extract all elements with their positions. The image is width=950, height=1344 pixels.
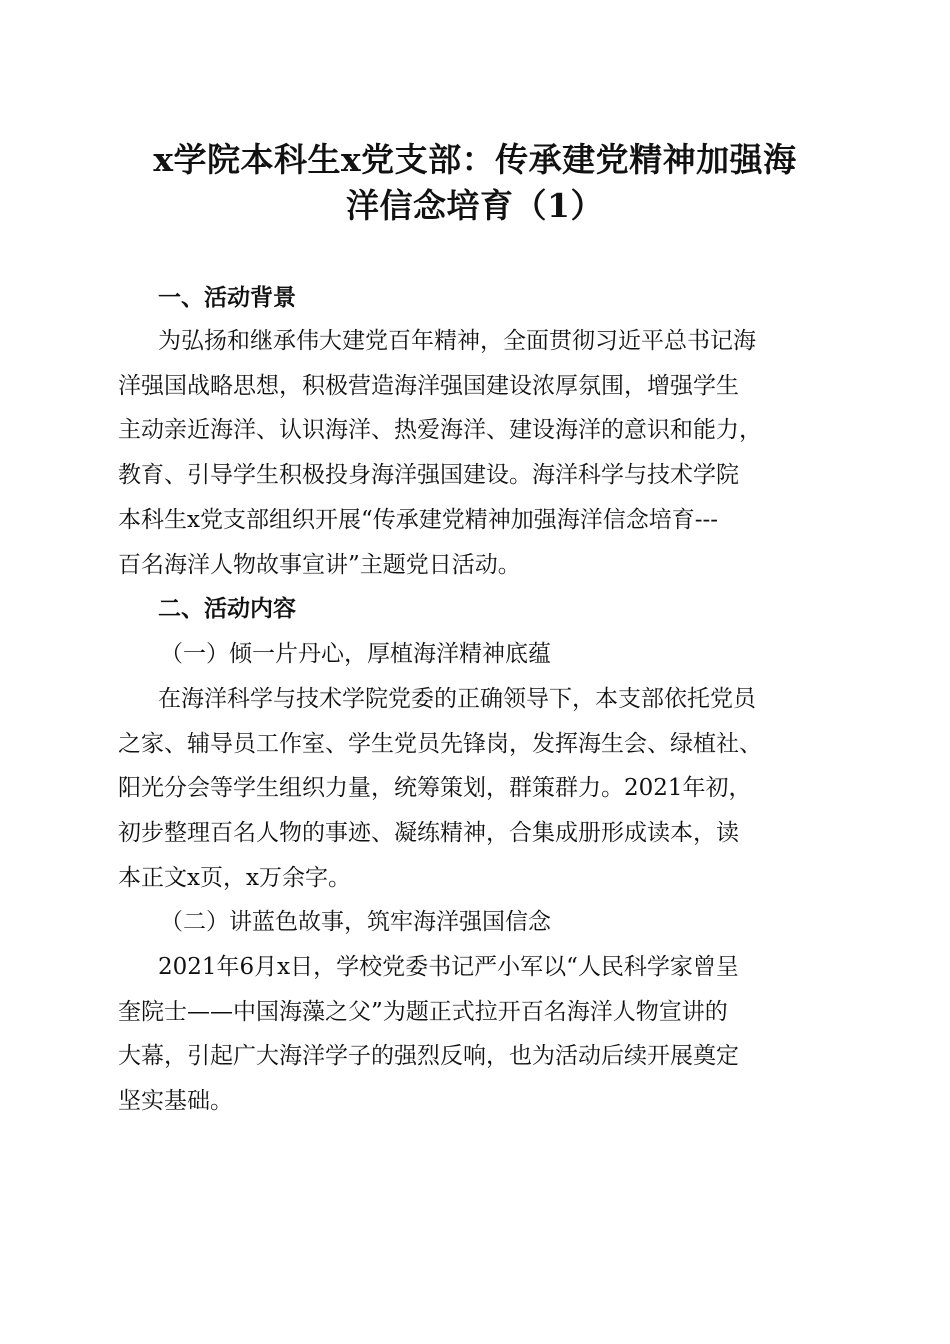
paragraph-line: 之家、辅导员工作室、学生党员先锋岗，发挥海生会、绿植社、 — [118, 731, 762, 757]
subsection-heading-1: （一）倾一片丹心，厚植海洋精神底蕴 — [160, 641, 551, 667]
paragraph-line: 在海洋科学与技术学院党委的正确领导下，本支部依托党员 — [158, 686, 756, 712]
paragraph-line: 初步整理百名人物的事迹、凝练精神，合集成册形成读本，读 — [118, 820, 739, 846]
document-title-line-1: x学院本科生x党支部：传承建党精神加强海 — [153, 140, 797, 179]
paragraph-line: 百名海洋人物故事宣讲”主题党日活动。 — [118, 552, 521, 578]
subsection-heading-2: （二）讲蓝色故事，筑牢海洋强国信念 — [160, 909, 551, 935]
paragraph-line: 奎院士——中国海藻之父”为题正式拉开百名海洋人物宣讲的 — [118, 999, 728, 1025]
paragraph-line: 教育、引导学生积极投身海洋强国建设。海洋科学与技术学院 — [118, 462, 739, 488]
paragraph-line: 坚实基础。 — [118, 1088, 233, 1114]
paragraph-line: 本正文x页，x万余字。 — [118, 865, 351, 891]
document-title-line-2: 洋信念培育（1） — [346, 186, 604, 225]
paragraph-line: 本科生x党支部组织开展“传承建党精神加强海洋信念培育--- — [118, 507, 719, 533]
paragraph-line: 2021年6月x日，学校党委书记严小军以“人民科学家曾呈 — [158, 954, 739, 980]
section-heading-content: 二、活动内容 — [158, 596, 296, 622]
section-heading-background: 一、活动背景 — [158, 285, 296, 311]
paragraph-line: 为弘扬和继承伟大建党百年精神，全面贯彻习近平总书记海 — [158, 328, 756, 354]
paragraph-line: 洋强国战略思想，积极营造海洋强国建设浓厚氛围，增强学生 — [118, 373, 739, 399]
paragraph-line: 主动亲近海洋、认识海洋、热爱海洋、建设海洋的意识和能力， — [118, 417, 762, 443]
paragraph-line: 阳光分会等学生组织力量，统筹策划，群策群力。2021年初， — [118, 775, 752, 801]
paragraph-line: 大幕，引起广大海洋学子的强烈反响，也为活动后续开展奠定 — [118, 1043, 739, 1069]
